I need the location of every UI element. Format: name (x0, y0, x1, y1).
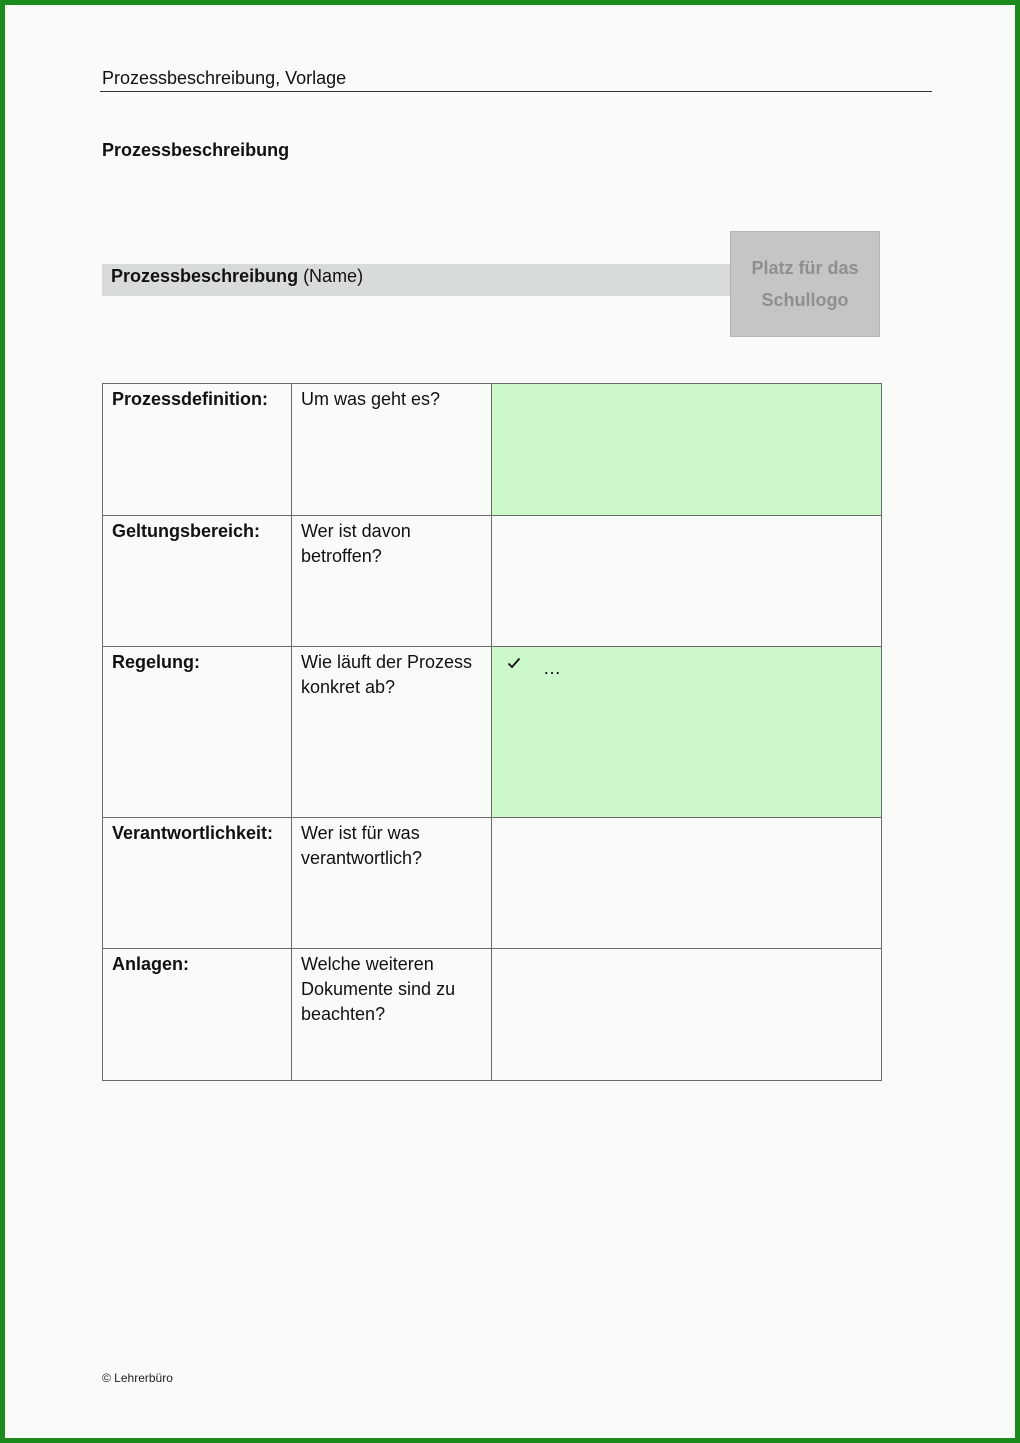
row-label: Geltungsbereich: (103, 516, 292, 647)
question-line: Dokumente sind zu (301, 979, 456, 999)
checklist-item (501, 650, 872, 681)
row-content-scope[interactable] (492, 516, 882, 647)
row-question: Um was geht es? (292, 384, 492, 516)
question-line: Wer ist für was (301, 823, 420, 843)
process-name-label (111, 265, 363, 287)
checkmark-icon (507, 656, 521, 670)
row-label: Prozessdefinition: (103, 384, 292, 516)
row-label: Regelung: (103, 647, 292, 818)
table-row (103, 516, 882, 647)
process-name-placeholder: (Name) (298, 266, 364, 286)
table-row (103, 949, 882, 1081)
question-line: beachten? (301, 1004, 386, 1024)
process-name-bold: Prozessbeschreibung (111, 266, 299, 286)
question-line: betroffen? (301, 546, 382, 566)
row-content-regulation[interactable] (492, 647, 882, 818)
copyright-footer: © Lehrerbüro (102, 1371, 173, 1385)
document-heading: Prozessbeschreibung (102, 140, 290, 160)
row-question (292, 647, 492, 818)
question-line: Wie läuft der Prozess (301, 652, 473, 672)
row-content-responsibility[interactable] (492, 818, 882, 949)
checklist-item-text: … (543, 658, 561, 678)
question-line: Welche weiteren (301, 954, 434, 974)
table-row (103, 384, 882, 516)
row-label: Verantwortlichkeit: (103, 818, 292, 949)
row-content-attachments[interactable] (492, 949, 882, 1081)
process-table (102, 383, 882, 1081)
question-line: konkret ab? (301, 677, 396, 697)
row-question (292, 516, 492, 647)
row-content-definition[interactable] (492, 384, 882, 516)
question-line: Wer ist davon (301, 521, 411, 541)
question-line: verantwortlich? (301, 848, 423, 868)
header-divider (100, 91, 932, 92)
table-row (103, 647, 882, 818)
row-question (292, 949, 492, 1081)
school-logo-placeholder[interactable] (730, 231, 880, 337)
row-question (292, 818, 492, 949)
logo-placeholder-line2: Schullogo (761, 290, 849, 310)
process-name-bar[interactable] (102, 264, 730, 296)
logo-placeholder-line1: Platz für das (751, 258, 859, 278)
header-title: Prozessbeschreibung, Vorlage (102, 68, 347, 88)
row-label: Anlagen: (103, 949, 292, 1081)
table-row (103, 818, 882, 949)
